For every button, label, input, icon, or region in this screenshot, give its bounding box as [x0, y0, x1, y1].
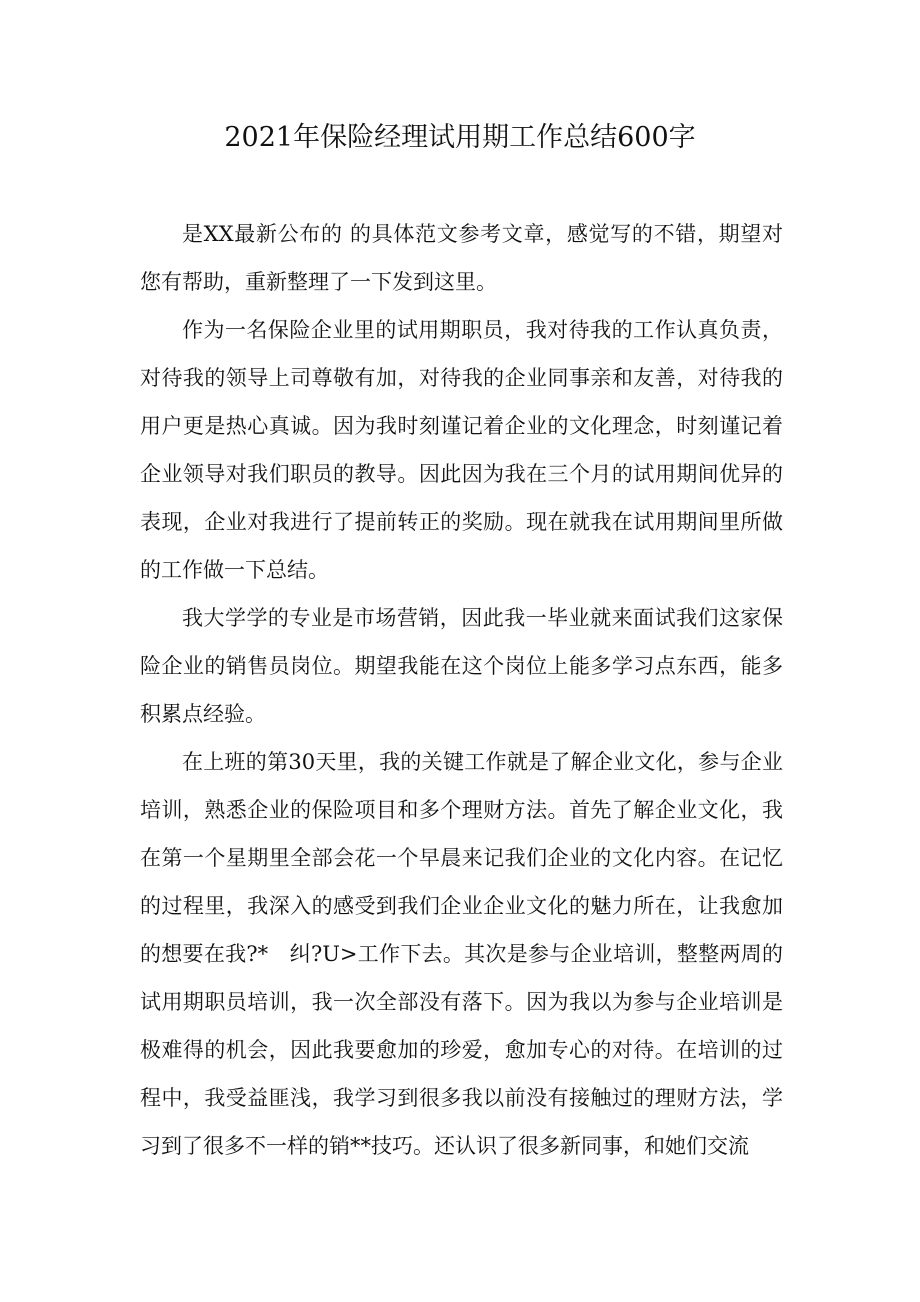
- paragraph-first-month: 在上班的第30天里，我的关键工作就是了解企业文化，参与企业培训，熟悉企业的保险项目和多个理财方法。首先了解企业文化，我在第一个星期里全部会花一个早晨来记我们企业的文化内容。在记忆的过程里，我深入的感受到我们企业企业文化的魅力所在，让我愈加的想要在我?* 纠?U>工作下去。其次是参与企业培训，整整两周的试用期职员培训，我一次全部没有落下。因为我以为参与企业培训是极难得的机会，因此我要愈加的珍爱，愈加专心的对待。在培训的过程中，我受益匪浅，我学习到很多我以前没有接触过的理财方法，学习到了很多不一样的销**技巧。还认识了很多新同事，和她们交流: [140, 750, 783, 1158]
- paragraph-major: 我大学学的专业是市场营销，因此我一毕业就来面试我们这家保险企业的销售员岗位。期望我能在这个岗位上能多学习点东西，能多积累点经验。: [140, 606, 783, 726]
- document-body: [140, 210, 783, 1170]
- document-title: 2021年保险经理试用期工作总结600字: [224, 122, 696, 153]
- paragraph-intro: 是XX最新公布的 的具体范文参考文章，感觉写的不错，期望对您有帮助，重新整理了一下发到这里。: [140, 222, 783, 294]
- paragraph-role: 作为一名保险企业里的试用期职员，我对待我的工作认真负责，对待我的领导上司尊敬有加，对待我的企业同事亲和友善，对待我的用户更是热心真诚。因为我时刻谨记着企业的文化理念，时刻谨记着企业领导对我们职员的教导。因此因为我在三个月的试用期间优异的表现，企业对我进行了提前转正的奖励。现在就我在试用期间里所做的工作做一下总结。: [140, 318, 783, 582]
